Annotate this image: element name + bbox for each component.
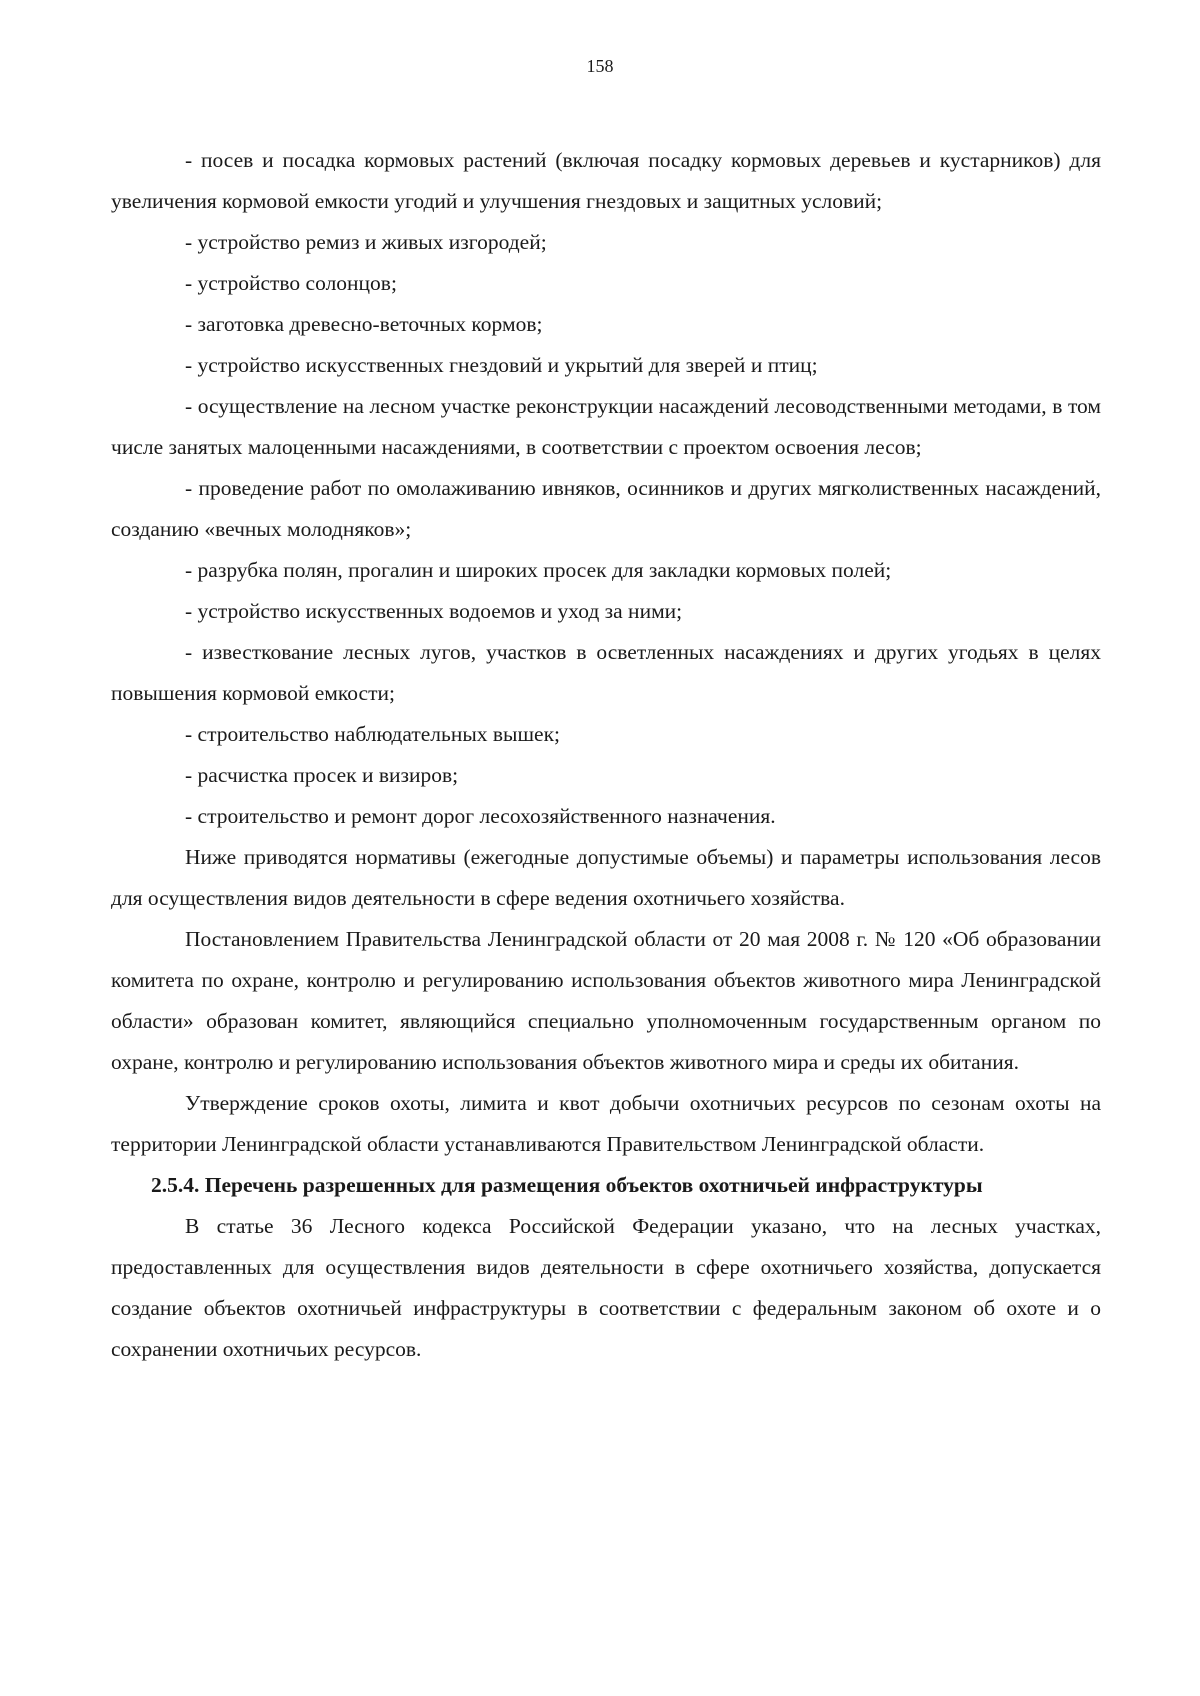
document-body — [111, 140, 1101, 1370]
section-heading: 2.5.4. Перечень разрешенных для размещения объектов охотничьей инфраструктуры — [151, 1173, 983, 1197]
list-item: - устройство искусственных водоемов и уход за ними; — [185, 599, 683, 623]
paragraph-norms: Ниже приводятся нормативы (ежегодные допустимые объемы) и параметры использования лесов для осуществления видов деятельности в сфере ведения охотничьего хозяйства. — [111, 845, 1101, 910]
list-item: - осуществление на лесном участке реконструкции насаждений лесоводственными методами, в том числе занятых малоценными насаждениями, в соответствии с проектом освоения лесов; — [111, 394, 1101, 459]
paragraph-decree: Постановлением Правительства Ленинградской области от 20 мая 2008 г. № 120 «Об образовании комитета по охране, контролю и регулированию использования объектов животного мира Ленинградской области» образован комитет, являющийся специально уполномоченным государственным органом по охране, контролю и регулированию использования объектов животного мира и среды их обитания. — [111, 927, 1101, 1074]
list-item: - проведение работ по омолаживанию ивняков, осинников и других мягколиственных насаждений, созданию «вечных молодняков»; — [111, 476, 1101, 541]
paragraph-hunting-limits: Утверждение сроков охоты, лимита и квот добычи охотничьих ресурсов по сезонам охоты на территории Ленинградской области устанавливаются Правительством Ленинградской области. — [111, 1091, 1101, 1156]
list-item: - устройство солонцов; — [185, 271, 397, 295]
page-number: 158 — [586, 56, 614, 76]
list-item: - известкование лесных лугов, участков в осветленных насаждениях и других угодьях в целях повышения кормовой емкости; — [111, 640, 1101, 705]
list-item: - строительство наблюдательных вышек; — [185, 722, 561, 746]
list-item: - расчистка просек и визиров; — [185, 763, 459, 787]
list-item: - устройство ремиз и живых изгородей; — [185, 230, 547, 254]
list-item: - посев и посадка кормовых растений (включая посадку кормовых деревьев и кустарников) для увеличения кормовой емкости угодий и улучшения гнездовых и защитных условий; — [111, 148, 1101, 213]
list-item: - заготовка древесно-веточных кормов; — [185, 312, 543, 336]
list-item: - разрубка полян, прогалин и широких просек для закладки кормовых полей; — [185, 558, 892, 582]
section-body: В статье 36 Лесного кодекса Российской Федерации указано, что на лесных участках, предоставленных для осуществления видов деятельности в сфере охотничьего хозяйства, допускается создание объектов охотничьей инфраструктуры в соответствии с федеральным законом об охоте и о сохранении охотничьих ресурсов. — [111, 1214, 1101, 1361]
list-item: - строительство и ремонт дорог лесохозяйственного назначения. — [185, 804, 776, 828]
list-item: - устройство искусственных гнездовий и укрытий для зверей и птиц; — [185, 353, 818, 377]
